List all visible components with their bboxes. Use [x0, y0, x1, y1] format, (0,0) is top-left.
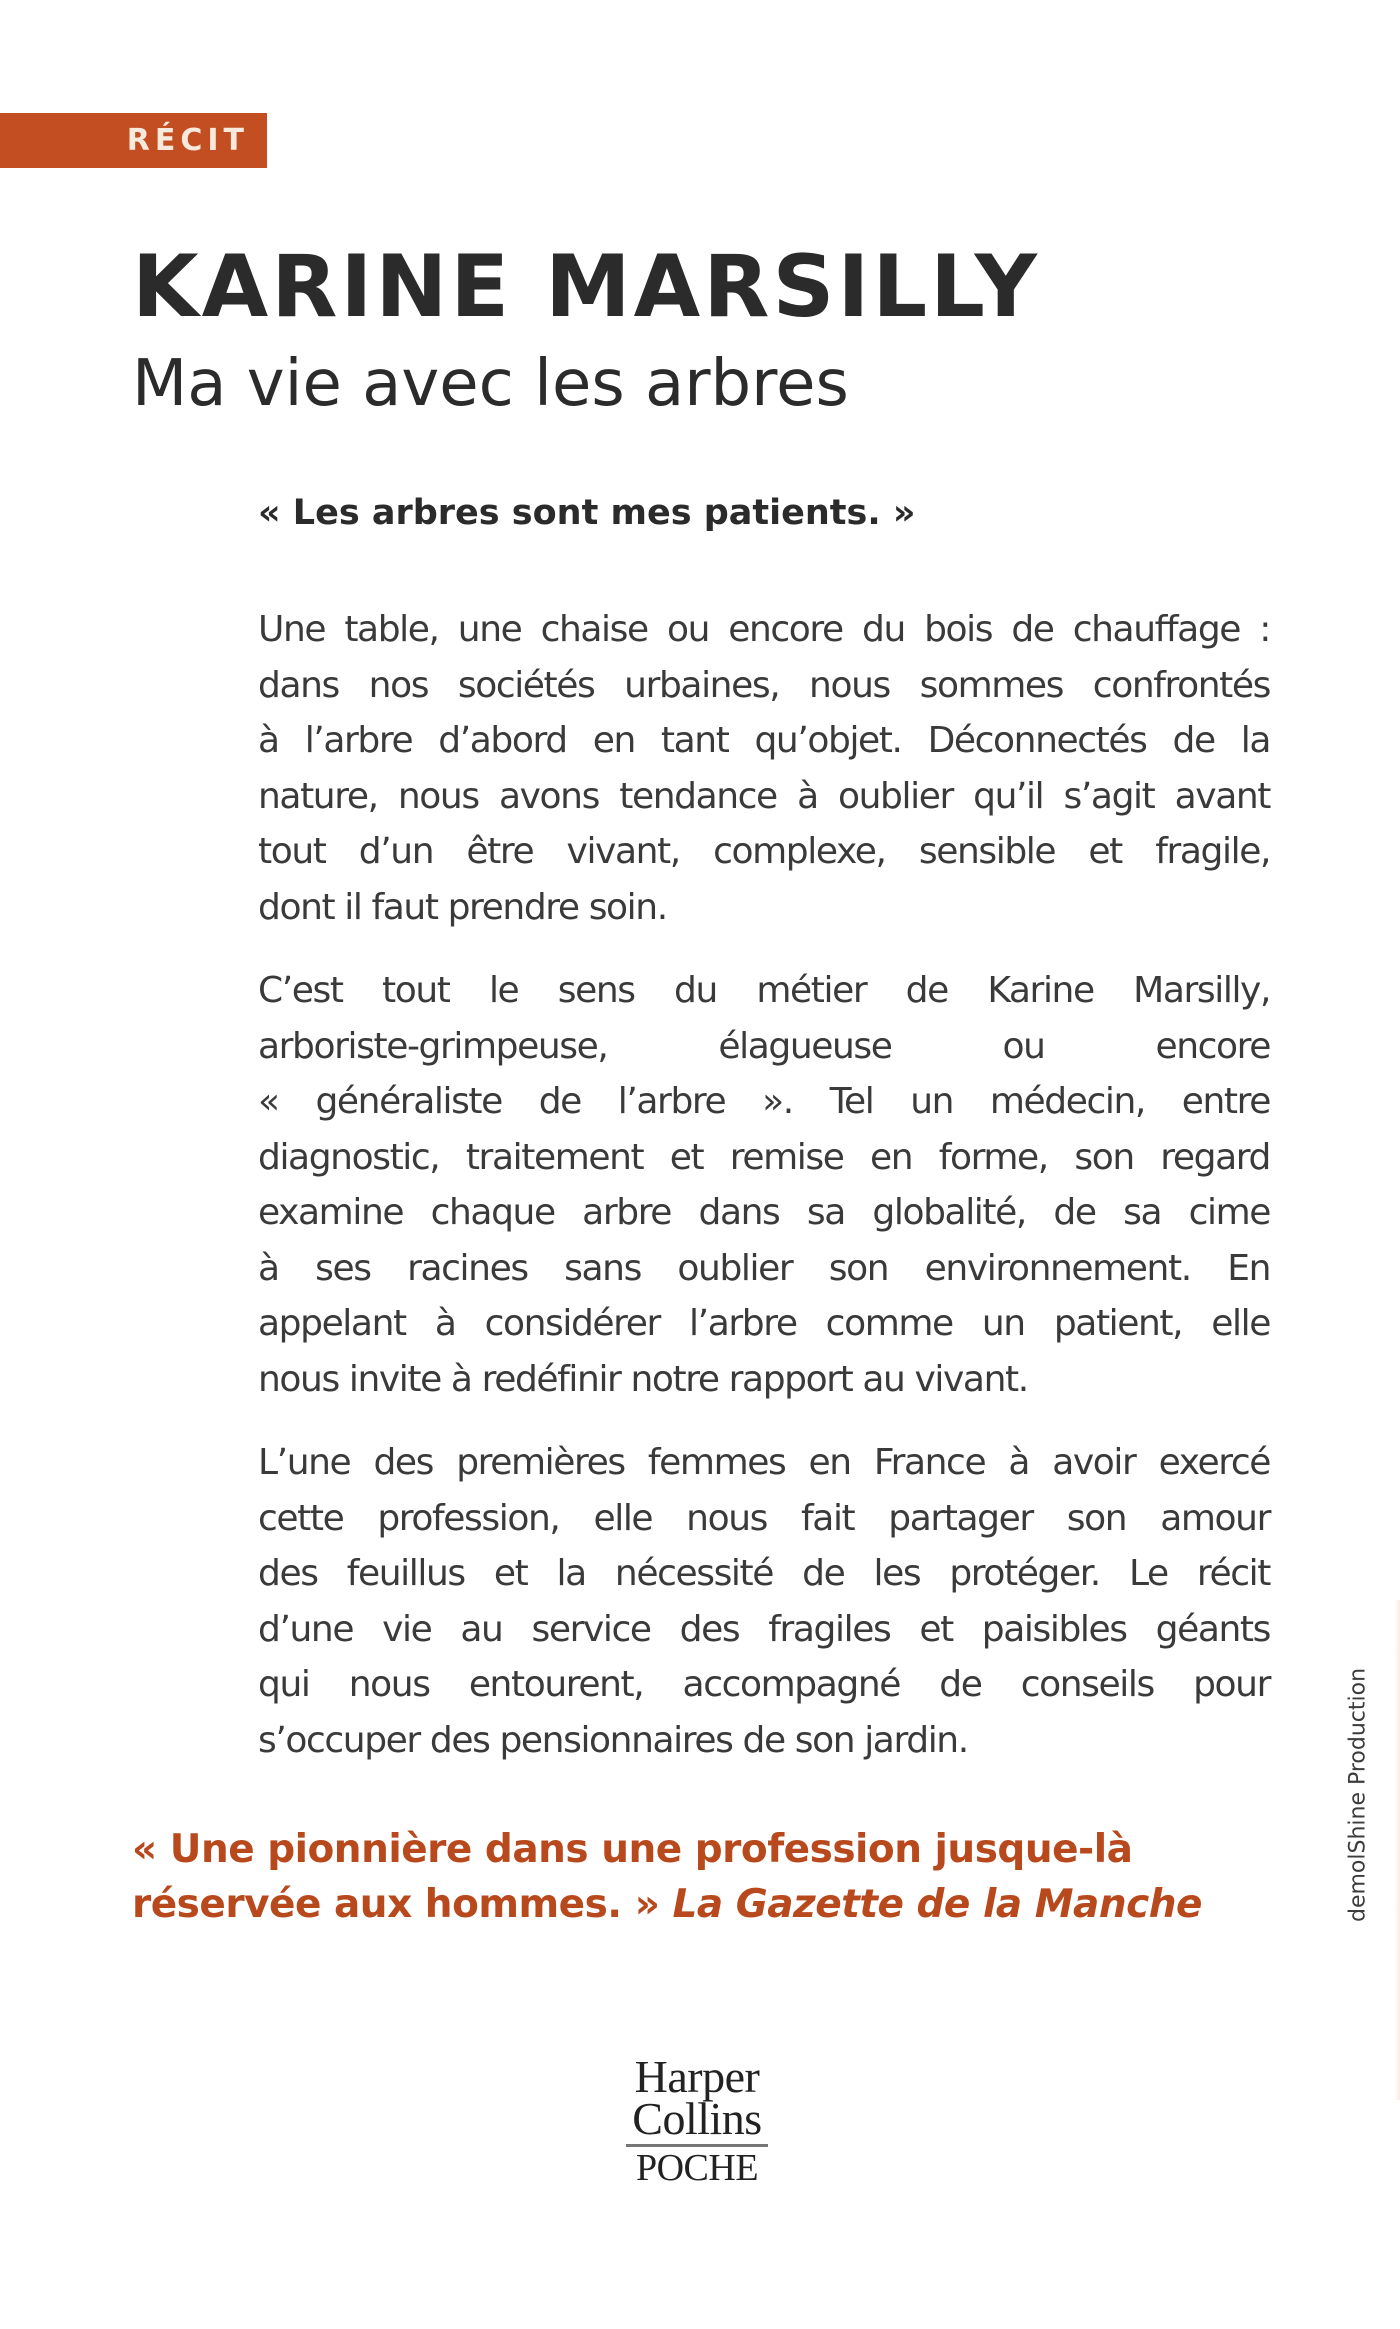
blurb-line: cette profession, elle nous fait partager son amour — [258, 1497, 1270, 1539]
blurb-line: à l’arbre d’abord en tant qu’objet. Déconnectés de la — [258, 720, 1270, 761]
publisher-logo — [622, 2051, 772, 2189]
blurb-paragraph-3 — [258, 1435, 1270, 1768]
blurb-line: dont il faut prendre soin. — [258, 886, 667, 928]
design-credit: demolShine Production — [1345, 1667, 1371, 1923]
blurb — [258, 602, 1270, 1796]
epigraph-quote: « Les arbres sont mes patients. » — [258, 493, 916, 533]
blurb-line: « généraliste de l’arbre ». Tel un médecin, entre — [258, 1081, 1270, 1122]
blurb-line: des feuillus et la nécessité de les protéger. Le récit — [258, 1553, 1270, 1594]
press-quote-source: La Gazette de la Manche — [672, 1882, 1202, 1927]
blurb-paragraph-1 — [258, 602, 1270, 935]
blurb-line: s’occuper des pensionnaires de son jardin. — [258, 1719, 968, 1761]
blurb-line: nous invite à redéfinir notre rapport au vivant. — [258, 1358, 1028, 1400]
publisher-logo-harper: Harper — [634, 2051, 760, 2102]
genre-banner — [0, 113, 267, 168]
press-quote — [132, 1822, 1252, 1932]
press-quote-line-2 — [132, 1877, 1252, 1932]
blurb-line: tout d’un être vivant, complexe, sensible et fragile, — [258, 831, 1270, 872]
publisher-logo-collins: Collins — [632, 2093, 762, 2144]
press-quote-text: réservée aux hommes. » — [132, 1882, 673, 1927]
genre-label: RÉCIT — [126, 122, 249, 158]
blurb-line: d’une vie au service des fragiles et paisibles géants — [258, 1608, 1270, 1650]
blurb-line: examine chaque arbre dans sa globalité, de sa cime — [258, 1192, 1270, 1233]
blurb-line: qui nous entourent, accompagné de conseils pour — [258, 1664, 1270, 1705]
publisher-logo-poche: POCHE — [635, 2147, 759, 2189]
blurb-line: diagnostic, traitement et remise en forme, son regard — [258, 1136, 1270, 1178]
book-title: Ma vie avec les arbres — [132, 347, 849, 421]
blurb-line: arboriste-grimpeuse, élagueuse ou encore — [258, 1025, 1270, 1067]
blurb-line: appelant à considérer l’arbre comme un patient, elle — [258, 1303, 1270, 1344]
blurb-line: dans nos sociétés urbaines, nous sommes confrontés — [258, 664, 1270, 706]
blurb-line: C’est tout le sens du métier de Karine Marsilly, — [258, 970, 1270, 1011]
blurb-line: Une table, une chaise ou encore du bois de chauffage : — [258, 609, 1270, 650]
author-name: KARINE MARSILLY — [132, 237, 1040, 337]
press-quote-line-1: « Une pionnière dans une profession jusque-là — [132, 1827, 1133, 1872]
blurb-line: L’une des premières femmes en France à avoir exercé — [258, 1442, 1270, 1483]
edge-tint — [1394, 1600, 1400, 2100]
blurb-line: nature, nous avons tendance à oublier qu’il s’agit avant — [258, 775, 1270, 817]
blurb-paragraph-2 — [258, 963, 1270, 1407]
blurb-line: à ses racines sans oublier son environnement. En — [258, 1247, 1270, 1289]
